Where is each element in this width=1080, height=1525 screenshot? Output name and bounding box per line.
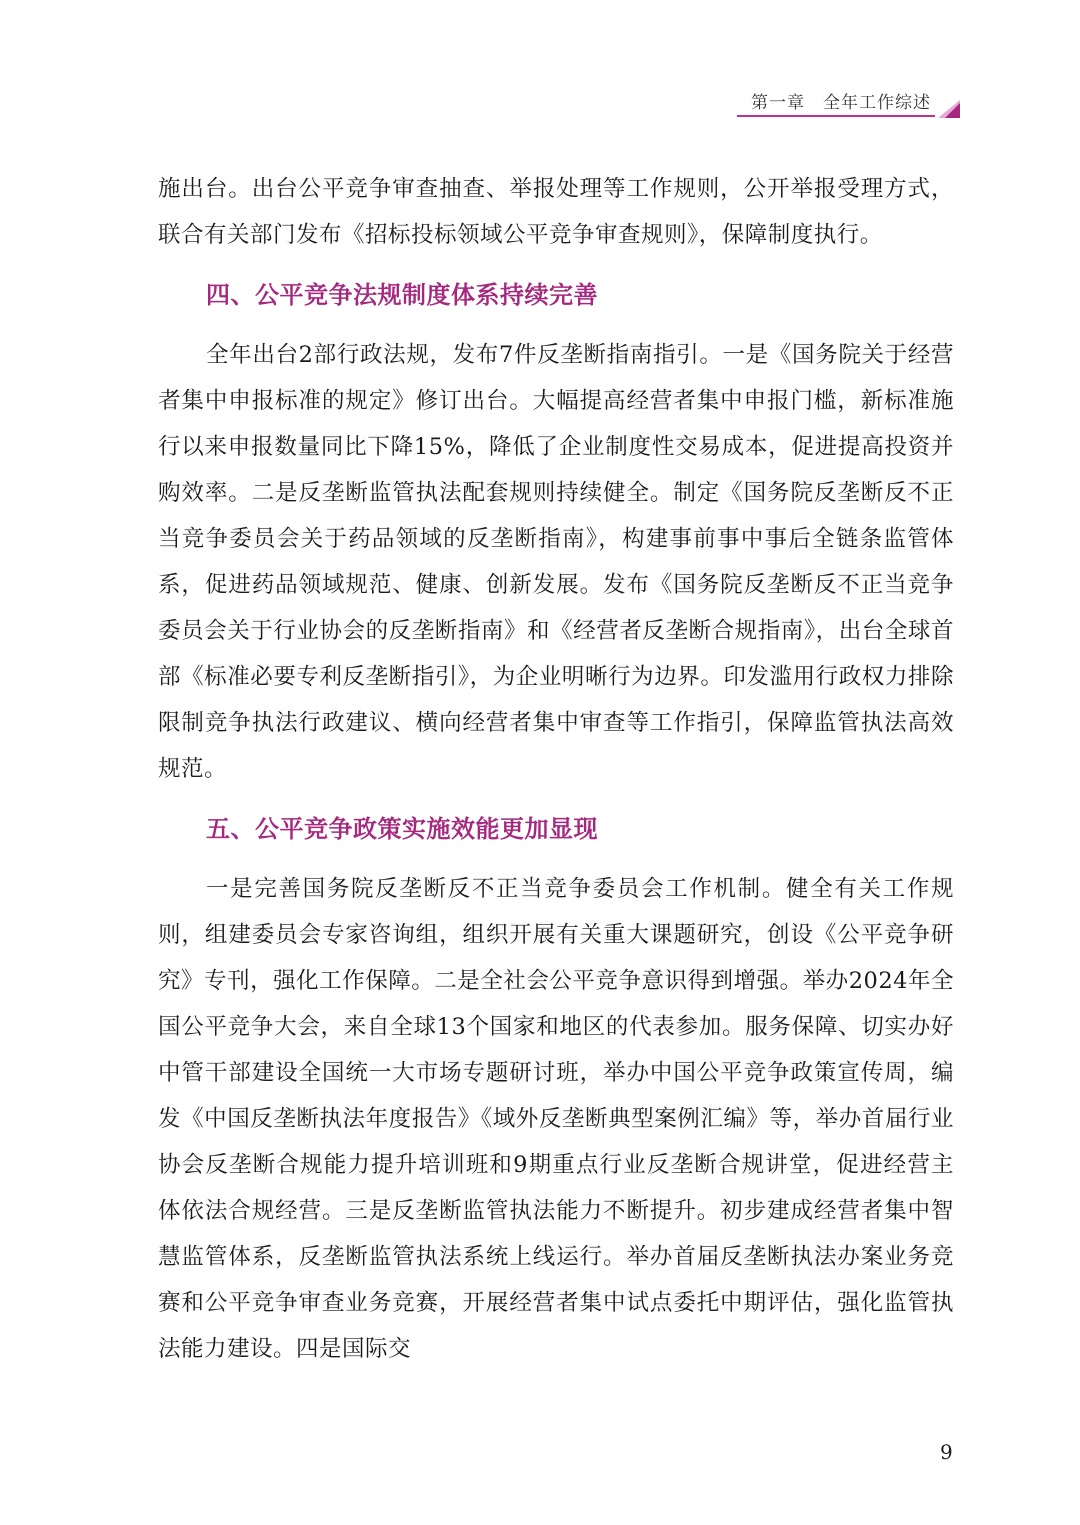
running-header — [737, 84, 935, 118]
section-heading-5: 五、公平竞争政策实施效能更加显现 — [206, 815, 598, 843]
page-number: 9 — [940, 1440, 953, 1464]
section-heading-4: 四、公平竞争法规制度体系持续完善 — [206, 281, 598, 309]
chapter-title: 第一章 全年工作综述 — [751, 93, 931, 113]
section-5-paragraph: 一是完善国务院反垄断反不正当竞争委员会工作机制。健全有关工作规则，组建委员会专家咨询组，组织开展有关重大课题研究，创设《公平竞争研究》专刊，强化工作保障。二是全社会公平竞争意识得到增强。举办2024年全国公平竞争大会，来自全球13个国家和地区的代表参加。服务保障、切实办好中管干部建设全国统一大市场专题研讨班，举办中国公平竞争政策宣传周，编发《中国反垄断执法年度报告》《域外反垄断典型案例汇编》等，举办首届行业协会反垄断合规能力提升培训班和9期重点行业反垄断合规讲堂，促进经营主体依法合规经营。三是反垄断监管执法能力不断提升。初步建成经营者集中智慧监管体系，反垄断监管执法系统上线运行。举办首届反垄断执法办案业务竞赛和公平竞争审查业务竞赛，开展经营者集中试点委托中期评估，强化监管执法能力建设。四是国际交 — [158, 876, 954, 1362]
section-4-paragraph: 全年出台2部行政法规，发布7件反垄断指南指引。一是《国务院关于经营者集中申报标准的规定》修订出台。大幅提高经营者集中申报门槛，新标准施行以来申报数量同比下降15%，降低了企业制度性交易成本，促进提高投资并购效率。二是反垄断监管执法配套规则持续健全。制定《国务院反垄断反不正当竞争委员会关于药品领域的反垄断指南》，构建事前事中事后全链条监管体系，促进药品领域规范、健康、创新发展。发布《国务院反垄断反不正当竞争委员会关于行业协会的反垄断指南》和《经营者反垄断合规指南》，出台全球首部《标准必要专利反垄断指引》，为企业明晰行为边界。印发滥用行政权力排除限制竞争执法行政建议、横向经营者集中审查等工作指引，保障监管执法高效规范。 — [158, 342, 954, 782]
intro-paragraph: 施出台。出台公平竞争审查抽查、举报处理等工作规则，公开举报受理方式，联合有关部门发布《招标投标领域公平竞争审查规则》，保障制度执行。 — [158, 176, 954, 248]
page-body — [158, 166, 954, 1372]
header-rule — [737, 115, 935, 117]
corner-triangle-icon — [938, 100, 960, 118]
